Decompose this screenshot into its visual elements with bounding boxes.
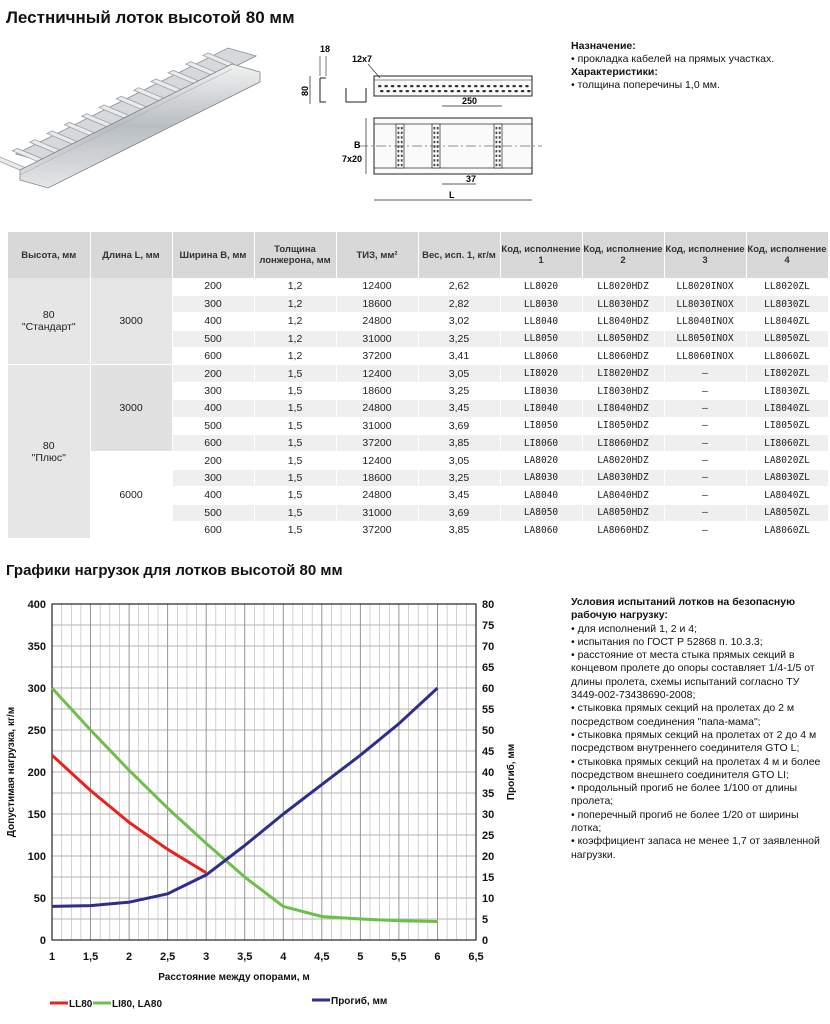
y2-tick-label: 55	[482, 704, 495, 716]
table-cell: LI8030ZL	[746, 382, 828, 399]
y2-tick-label: 70	[482, 641, 495, 653]
table-cell: 3,45	[418, 487, 500, 504]
y2-tick-label: 15	[482, 872, 495, 884]
table-cell: 400	[172, 487, 254, 504]
table-cell: LL8040HDZ	[582, 313, 664, 330]
x-tick-label: 1,5	[82, 951, 99, 963]
table-cell: LI8050	[500, 417, 582, 434]
y2-tick-label: 65	[482, 662, 495, 674]
y-tick-label: 300	[27, 683, 46, 695]
y-tick-label: 400	[27, 599, 46, 611]
y2-axis-label: Прогиб, мм	[506, 743, 517, 801]
table-cell: 1,5	[254, 487, 336, 504]
y-tick-label: 0	[39, 935, 46, 947]
table-cell: –	[664, 435, 746, 452]
table-cell: LL8030INOX	[664, 295, 746, 312]
table-cell: LA8030ZL	[746, 469, 828, 486]
table-cell: 3,85	[418, 435, 500, 452]
table-cell: LL8050INOX	[664, 330, 746, 347]
condition-item: • коэффициент запаса не менее 1,7 от заявленной нагрузки.	[571, 835, 820, 861]
legend-label: Прогиб, мм	[331, 996, 388, 1007]
table-cell: –	[664, 504, 746, 521]
table-cell: 3,45	[418, 400, 500, 417]
table-cell: 1,5	[254, 469, 336, 486]
dim-250: 250	[462, 96, 478, 106]
table-cell: 24800	[336, 313, 418, 330]
ladder-tray-illustration	[10, 42, 262, 194]
condition-item: • стыковка прямых секций на пролетах от 2 до 4 м посредством внутреннего соединителя GTO L;	[571, 728, 817, 755]
y-tick-label: 250	[27, 725, 46, 737]
table-header-cell: Длина L, мм	[90, 232, 172, 278]
table-cell: LI8030HDZ	[582, 382, 664, 399]
table-cell: 1,5	[254, 521, 336, 538]
table-cell: 2,82	[418, 295, 500, 312]
table-cell: LA8030HDZ	[582, 469, 664, 486]
x-tick-label: 4,5	[314, 951, 330, 963]
table-cell: 300	[172, 295, 254, 312]
y-tick-label: 150	[27, 809, 46, 821]
x-tick-label: 3	[203, 951, 210, 963]
table-cell: 200	[172, 365, 254, 382]
table-cell: LA8020HDZ	[582, 452, 664, 469]
table-cell: 31000	[336, 417, 418, 434]
table-cell: 1,5	[254, 400, 336, 417]
spec-table	[8, 232, 829, 539]
dim-18: 18	[320, 44, 331, 54]
table-cell: 1,5	[254, 382, 336, 399]
table-cell: 1,2	[254, 295, 336, 312]
table-cell: LI8060	[500, 435, 582, 452]
table-cell: 31000	[336, 504, 418, 521]
table-cell: 1,5	[254, 435, 336, 452]
table-cell: 3,85	[418, 521, 500, 538]
y2-tick-label: 80	[482, 599, 495, 611]
table-cell: LL8020HDZ	[582, 278, 664, 295]
x-tick-label: 2	[126, 951, 133, 963]
y2-tick-label: 40	[482, 767, 495, 779]
x-axis-label: Расстояние между опорами, м	[158, 972, 310, 983]
table-cell: LI8060ZL	[746, 435, 828, 452]
condition-item: • для исполнений 1, 2 и 4;	[571, 622, 698, 635]
table-cell: LA8030	[500, 469, 582, 486]
dim-L: L	[449, 190, 455, 200]
table-header-row	[8, 232, 828, 278]
condition-item: • испытания по ГОСТ Р 52868 п. 10.3.3;	[571, 635, 763, 648]
table-cell: LI8050ZL	[746, 417, 828, 434]
y-tick-label: 100	[27, 851, 46, 863]
table-header-cell: Вес, исп. 1, кг/м	[418, 232, 500, 278]
dim-80: 80	[300, 85, 310, 96]
table-cell: LA8060HDZ	[582, 521, 664, 538]
y2-tick-label: 45	[482, 746, 495, 758]
condition-item: • стыковка прямых секций на пролетах 4 м и более посредством внешнего соединителя GTO LI;	[571, 755, 821, 781]
table-cell: 300	[172, 469, 254, 486]
table-cell: LL8030HDZ	[582, 295, 664, 312]
length-group: 3000	[90, 365, 172, 452]
table-cell: 3,05	[418, 452, 500, 469]
purpose-text: • прокладка кабелей на прямых участках.	[571, 53, 775, 65]
table-cell: LA8060	[500, 521, 582, 538]
table-cell: LA8040ZL	[746, 487, 828, 504]
length-group: 6000	[90, 452, 172, 539]
table-cell: 3,69	[418, 417, 500, 434]
table-cell: 24800	[336, 400, 418, 417]
condition-item: • расстояние от места стыка прямых секций в концевом пролете до опоры составляет 1/4-1/5 от длины пролета, схемы испытаний согласно ТУ 3449-002-73438690-2008;	[571, 649, 815, 702]
table-cell: 3,02	[418, 313, 500, 330]
table-cell: LL8040ZL	[746, 313, 828, 330]
table-cell: LL8020INOX	[664, 278, 746, 295]
table-cell: 400	[172, 400, 254, 417]
table-cell: –	[664, 487, 746, 504]
table-header-cell: Высота, мм	[8, 232, 90, 278]
x-tick-label: 5,5	[391, 951, 407, 963]
load-chart	[0, 590, 517, 1024]
table-cell: 500	[172, 504, 254, 521]
legend-label: LI80, LA80	[112, 999, 163, 1010]
dim-12x7: 12x7	[352, 54, 373, 64]
x-tick-label: 3,5	[237, 951, 253, 963]
y2-tick-label: 25	[482, 830, 495, 842]
y2-tick-label: 10	[482, 893, 495, 905]
y2-tick-label: 0	[482, 935, 489, 947]
table-cell: 3,69	[418, 504, 500, 521]
table-cell: 24800	[336, 487, 418, 504]
table-cell: 12400	[336, 452, 418, 469]
table-cell: LI8040HDZ	[582, 400, 664, 417]
table-row	[8, 365, 828, 382]
dim-37: 37	[466, 174, 477, 184]
table-cell: 600	[172, 435, 254, 452]
legend-label: LL80	[69, 999, 93, 1010]
table-cell: LI8060HDZ	[582, 435, 664, 452]
table-row	[8, 278, 828, 295]
table-row	[8, 452, 828, 469]
length-group: 3000	[90, 278, 172, 365]
table-header-cell: Код, исполнение 4	[746, 232, 828, 278]
table-cell: LL8020ZL	[746, 278, 828, 295]
table-cell: 3,05	[418, 365, 500, 382]
table-cell: –	[664, 452, 746, 469]
y2-tick-label: 50	[482, 725, 495, 737]
table-header-cell: Код, исполнение 1	[500, 232, 582, 278]
y-tick-label: 200	[27, 767, 46, 779]
table-cell: –	[664, 400, 746, 417]
table-header-cell: Код, исполнение 3	[664, 232, 746, 278]
y2-tick-label: 20	[482, 851, 495, 863]
x-tick-label: 1	[48, 951, 56, 963]
table-cell: LI8040	[500, 400, 582, 417]
y2-tick-label: 75	[482, 620, 495, 632]
table-header-cell: Код, исполнение 2	[582, 232, 664, 278]
table-cell: 600	[172, 521, 254, 538]
table-cell: 1,2	[254, 278, 336, 295]
table-cell: 3,25	[418, 382, 500, 399]
table-cell: LL8060INOX	[664, 348, 746, 365]
table-cell: –	[664, 417, 746, 434]
table-cell: –	[664, 521, 746, 538]
conditions-heading: Условия испытаний лотков на безопасную рабочую нагрузку	[571, 596, 796, 622]
table-cell: LA8020ZL	[746, 452, 828, 469]
test-conditions	[571, 596, 827, 862]
table-cell: LL8050ZL	[746, 330, 828, 347]
table-cell: 31000	[336, 330, 418, 347]
table-cell: 1,2	[254, 348, 336, 365]
table-cell: 1,5	[254, 504, 336, 521]
table-cell: LL8050	[500, 330, 582, 347]
table-cell: LI8040ZL	[746, 400, 828, 417]
table-cell: LI8020	[500, 365, 582, 382]
table-cell: 37200	[336, 348, 418, 365]
y2-tick-label: 60	[482, 683, 495, 695]
y2-tick-label: 5	[482, 914, 489, 926]
table-header-cell: ТИЗ, мм²	[336, 232, 418, 278]
y-tick-label: 350	[27, 641, 46, 653]
table-cell: 600	[172, 348, 254, 365]
table-cell: 18600	[336, 295, 418, 312]
conditions-colon: :	[664, 609, 668, 622]
table-cell: 1,5	[254, 365, 336, 382]
dim-B: B	[354, 140, 361, 150]
purpose-heading: Назначение:	[571, 40, 636, 52]
y-tick-label: 50	[33, 893, 46, 905]
condition-item: • стыковка прямых секций на пролетах до 2 м посредством соединения "папа-мама";	[571, 702, 795, 728]
y-axis-label: Допустимая нагрузка, кг/м	[6, 706, 17, 838]
table-cell: 3,25	[418, 330, 500, 347]
table-cell: LI8030	[500, 382, 582, 399]
condition-item: • продольный прогиб не более 1/100 от длины пролета;	[571, 782, 798, 808]
table-cell: LL8060ZL	[746, 348, 828, 365]
table-cell: 18600	[336, 469, 418, 486]
table-cell: 12400	[336, 365, 418, 382]
table-cell: 200	[172, 278, 254, 295]
table-cell: 300	[172, 382, 254, 399]
technical-drawing	[296, 40, 546, 212]
condition-item: • поперечный прогиб не более 1/20 от ширины лотка;	[571, 808, 799, 835]
x-tick-label: 6	[434, 951, 441, 963]
table-cell: LA8020	[500, 452, 582, 469]
chart-title: Графики нагрузок для лотков высотой 80 мм	[6, 562, 343, 579]
info-block	[571, 40, 826, 92]
table-cell: LL8030	[500, 295, 582, 312]
table-cell: 1,2	[254, 313, 336, 330]
table-header-cell: Толщина лонжерона, мм	[254, 232, 336, 278]
x-tick-label: 2,5	[159, 951, 176, 963]
table-cell: 400	[172, 313, 254, 330]
table-cell: 18600	[336, 382, 418, 399]
table-cell: LL8030ZL	[746, 295, 828, 312]
height-group-standard: 80 "Стандарт"	[8, 278, 90, 365]
table-cell: LL8020	[500, 278, 582, 295]
characteristics-text: • толщина поперечины 1,0 мм.	[571, 79, 720, 91]
table-cell: –	[664, 365, 746, 382]
height-group-plus: 80 "Плюс"	[8, 365, 90, 539]
table-cell: LA8040	[500, 487, 582, 504]
table-cell: 37200	[336, 521, 418, 538]
table-cell: 3,25	[418, 469, 500, 486]
table-cell: 500	[172, 417, 254, 434]
x-tick-label: 4	[280, 951, 287, 963]
table-cell: 37200	[336, 435, 418, 452]
table-cell: 500	[172, 330, 254, 347]
y2-tick-label: 35	[482, 788, 495, 800]
table-cell: LI8020ZL	[746, 365, 828, 382]
characteristics-heading: Характеристики:	[571, 66, 658, 78]
table-cell: LA8050	[500, 504, 582, 521]
table-cell: LL8040	[500, 313, 582, 330]
table-cell: 1,5	[254, 417, 336, 434]
y2-tick-label: 30	[482, 809, 495, 821]
table-cell: 2,62	[418, 278, 500, 295]
table-cell: LI8050HDZ	[582, 417, 664, 434]
table-cell: 3,41	[418, 348, 500, 365]
table-cell: LI8020HDZ	[582, 365, 664, 382]
table-cell: LA8060ZL	[746, 521, 828, 538]
table-cell: LA8050HDZ	[582, 504, 664, 521]
table-header-cell: Ширина B, мм	[172, 232, 254, 278]
x-tick-label: 5	[357, 951, 364, 963]
table-cell: –	[664, 382, 746, 399]
table-cell: LL8060HDZ	[582, 348, 664, 365]
page-title: Лестничный лоток высотой 80 мм	[6, 8, 295, 27]
x-tick-label: 6,5	[468, 951, 484, 963]
table-cell: LL8060	[500, 348, 582, 365]
table-cell: LA8040HDZ	[582, 487, 664, 504]
table-cell: LL8050HDZ	[582, 330, 664, 347]
table-cell: 200	[172, 452, 254, 469]
table-cell: LA8050ZL	[746, 504, 828, 521]
table-cell: 1,5	[254, 452, 336, 469]
table-cell: –	[664, 469, 746, 486]
dim-7x20: 7x20	[342, 154, 363, 164]
table-cell: 12400	[336, 278, 418, 295]
table-cell: 1,2	[254, 330, 336, 347]
table-cell: LL8040INOX	[664, 313, 746, 330]
